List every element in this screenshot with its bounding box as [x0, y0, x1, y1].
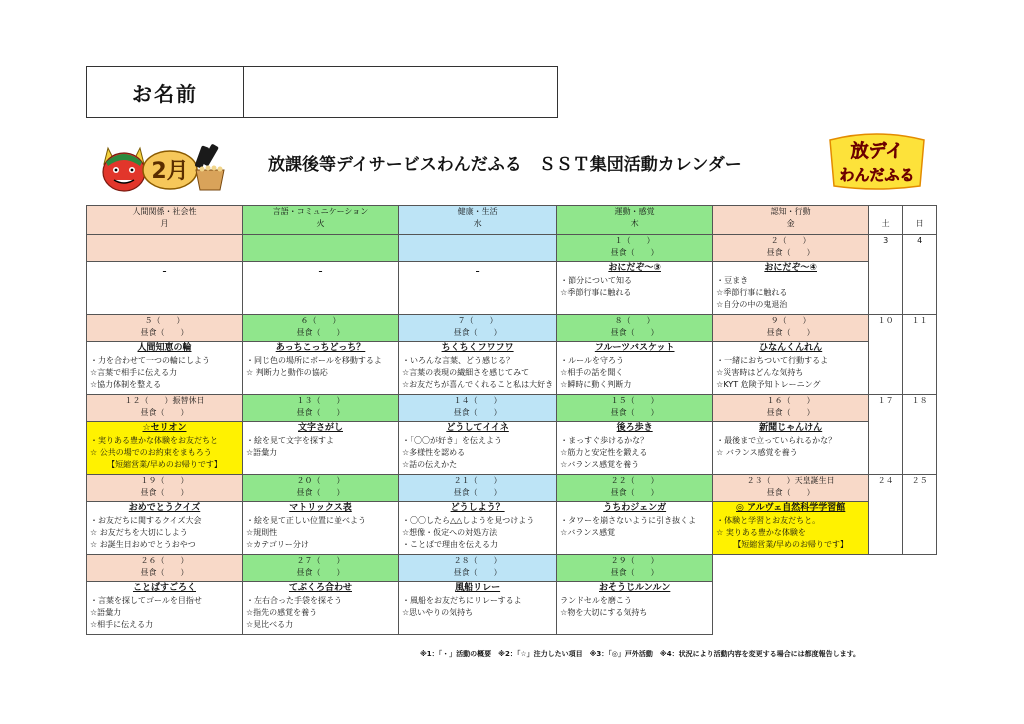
activity-title: ちくちくフワフワ [441, 343, 514, 353]
column-label: 健康・生活 [457, 207, 498, 216]
month-badge-text: 2月 [151, 159, 189, 184]
column-day: 木 [630, 219, 639, 228]
activity-title: ひなんくんれん [759, 343, 823, 353]
activity-line: ・最後まで立っていられるかな？ [716, 436, 837, 445]
column-header [243, 206, 399, 235]
date-label: ２０（ ） [296, 476, 345, 485]
activity-title: 人間知恵の輪 [137, 343, 192, 353]
activity-title: うちわジェンガ [603, 503, 667, 513]
column-header [399, 206, 557, 235]
activity-title: ◎ アルヴェ自然科学学習館 [736, 503, 846, 513]
date-cell [243, 315, 399, 342]
activity-cell [87, 262, 243, 315]
activity-line: ・お友だちに関するクイズ大会 [90, 516, 202, 525]
activity-cell [557, 422, 713, 475]
activity-line: ・いろんな言葉、どう感じる？ [402, 356, 514, 365]
date-cell [243, 475, 399, 502]
masu-icon [196, 166, 224, 191]
activity-line: ・〇〇したら△△しようを見つけよう [402, 516, 535, 525]
activity-line: ・同じ色の場所にボールを移動するよ [246, 356, 382, 365]
activity-cell [87, 502, 243, 555]
column-header [557, 206, 713, 235]
date-cell [713, 395, 869, 422]
header-row [87, 206, 937, 235]
date-label: １９（ ） [140, 476, 189, 485]
column-label [906, 206, 933, 218]
activity-line: ☆語彙力 [90, 608, 122, 617]
date-cell [87, 315, 243, 342]
wandafuru-logo [826, 130, 928, 192]
date-cell [557, 555, 713, 582]
activity-line: ・言葉を探してゴールを目指せ [90, 596, 202, 605]
activity-cell [87, 342, 243, 395]
month-badge [98, 140, 230, 194]
date-cell [87, 235, 243, 262]
date-cell [713, 315, 869, 342]
activity-title: てぶくろ合わせ [288, 583, 352, 593]
date-label: １（ ） [614, 236, 655, 245]
activity-line: ☆ 判断力と動作の協応 [246, 368, 328, 377]
activity-title: マトリックス表 [289, 503, 352, 513]
sunday-cell: １１ [903, 315, 937, 395]
date-cell [557, 315, 713, 342]
lunch-label: 昼食（ ） [453, 568, 502, 577]
date-cell [713, 475, 869, 502]
calendar-table [86, 205, 937, 635]
lunch-label: 昼食（ ） [140, 408, 189, 417]
sunday-cell: 4 [903, 235, 937, 315]
activity-cell [557, 582, 713, 635]
date-label: ９（ ） [770, 316, 811, 325]
activity-row [87, 502, 937, 555]
date-label: １４（ ） [453, 396, 502, 405]
lunch-label: 昼食（ ） [766, 328, 815, 337]
date-row [87, 395, 937, 422]
column-day: 水 [473, 219, 482, 228]
activity-cell [557, 262, 713, 315]
activity-line: ☆災害時はどんな気持ち [716, 368, 804, 377]
sunday-cell: ２５ [903, 475, 937, 555]
column-label [872, 206, 899, 218]
activity-line: ☆協力体制を整える [90, 380, 162, 389]
activity-cell [399, 262, 557, 315]
activity-cell [399, 342, 557, 395]
date-cell [87, 395, 243, 422]
activity-line: ・左右合った手袋を探そう [246, 596, 342, 605]
saturday-cell: ２４ [869, 475, 903, 555]
lunch-label: 昼食（ ） [610, 408, 659, 417]
activity-line: ・実りある豊かな体験をお友だちと [90, 436, 218, 445]
date-label: １３（ ） [296, 396, 345, 405]
column-day: 土 [881, 219, 890, 228]
date-cell [243, 395, 399, 422]
date-label: ２３（ ）天皇誕生日 [746, 476, 835, 485]
activity-line: ☆瞬時に動く判断力 [560, 380, 632, 389]
activity-title: 文字さがし [297, 423, 343, 433]
lunch-label: 昼食（ ） [610, 488, 659, 497]
activity-cell [243, 422, 399, 475]
activity-title: おにだぞ〜④ [764, 263, 817, 273]
column-day: 金 [786, 219, 795, 228]
oni-icon [103, 148, 145, 191]
date-label: ５（ ） [144, 316, 185, 325]
date-cell [399, 475, 557, 502]
lunch-label: 昼食（ ） [296, 488, 345, 497]
date-row [87, 315, 937, 342]
date-cell [557, 395, 713, 422]
column-header [87, 206, 243, 235]
date-cell [557, 475, 713, 502]
activity-cell [243, 262, 399, 315]
date-cell [399, 235, 557, 262]
activity-cell [399, 502, 557, 555]
activity-line: ☆自分の中の鬼退治 [716, 300, 788, 309]
activity-line: ☆多様性を認める [402, 448, 466, 457]
activity-line: ・「〇〇が好き」を伝えよう [402, 436, 502, 445]
column-day: 月 [160, 219, 169, 228]
activity-cell [399, 422, 557, 475]
date-label: ８（ ） [614, 316, 655, 325]
column-label: 認知・行動 [770, 207, 811, 216]
lunch-label: 昼食（ ） [296, 568, 345, 577]
date-label: １６（ ） [766, 396, 815, 405]
lunch-label: 昼食（ ） [610, 568, 659, 577]
date-label: ６（ ） [300, 316, 341, 325]
page-title: 放課後等デイサービスわんだふる ＳＳＴ集団活動カレンダー [268, 155, 742, 175]
date-cell [399, 555, 557, 582]
name-field[interactable] [244, 67, 557, 117]
activity-line: ☆指先の感覚を養う [246, 608, 318, 617]
column-day: 日 [915, 219, 924, 228]
activity-cell [399, 582, 557, 635]
activity-line: ランドセルを磨こう [560, 596, 632, 605]
sunday-cell: １８ [903, 395, 937, 475]
activity-line: ☆季節行事に触れる [560, 288, 632, 297]
lunch-label: 昼食（ ） [453, 408, 502, 417]
date-label: ２７（ ） [296, 556, 345, 565]
activity-row [87, 582, 937, 635]
ehomaki-icon [194, 143, 218, 168]
date-cell [713, 235, 869, 262]
saturday-cell: １０ [869, 315, 903, 395]
activity-cell [557, 342, 713, 395]
activity-cell [713, 582, 869, 635]
column-header [903, 206, 937, 235]
activity-line: 【短縮営業/早めのお帰りです】 [107, 460, 222, 469]
activity-line: ・体験と学習とお友だちと。 [716, 516, 821, 525]
date-label: ２１（ ） [453, 476, 502, 485]
activity-line: ・タワーを崩さないように引き抜くよ [560, 516, 697, 525]
activity-line: ☆想像・仮定への対処方法 [402, 528, 498, 537]
activity-cell [243, 582, 399, 635]
activity-title: ☆セリオン [142, 423, 187, 433]
footnote: ※1：「・」活動の概要 ※2：「☆」注力したい項目 ※3：「◎」戸外活動 ※4：状況により活動内容を変更する場合には都度報告します。 [420, 650, 861, 658]
activity-line: ☆話の伝えかた [402, 460, 458, 469]
activity-line: ☆ バランス感覚を養う [716, 448, 798, 457]
activity-line: ☆ お誕生日おめでとうおやつ [90, 540, 196, 549]
activity-row [87, 342, 937, 395]
activity-line: ・力を合わせて一つの輪にしよう [90, 356, 210, 365]
activity-cell [713, 262, 869, 315]
activity-title: おそうじルンルン [599, 583, 671, 593]
lunch-label: 昼食（ ） [453, 328, 502, 337]
date-cell [399, 395, 557, 422]
activity-line: ☆相手に伝える力 [90, 620, 154, 629]
activity-cell [87, 422, 243, 475]
activity-line: ☆バランス感覚を養う [560, 460, 640, 469]
svg-text:わんだふる: わんだふる [839, 166, 915, 184]
activity-title: 後ろ歩き [616, 423, 653, 433]
activity-line: ☆ 実りある豊かな体験を [716, 528, 806, 537]
activity-row [87, 262, 937, 315]
column-label: 言語・コミュニケーション [272, 207, 369, 216]
activity-title: 新聞じゃんけん [759, 423, 823, 433]
activity-line: 【短縮営業/早めのお帰りです】 [733, 540, 849, 549]
activity-line: ☆思いやりの気持ち [402, 608, 474, 617]
column-header [713, 206, 869, 235]
svg-text:放デイ: 放デイ [850, 141, 904, 162]
activity-line: ☆物を大切にする気持ち [560, 608, 648, 617]
date-cell [557, 235, 713, 262]
activity-line: ・ことばで理由を伝える力 [402, 540, 498, 549]
lunch-label: 昼食（ ） [766, 408, 815, 417]
activity-line: ・ルールを守ろう [560, 356, 625, 365]
activity-cell [87, 582, 243, 635]
activity-title: あっちこっちどっち？ [275, 343, 366, 353]
date-label: ２２（ ） [610, 476, 659, 485]
saturday-cell: 3 [869, 235, 903, 315]
activity-line: ☆ 公共の場でのお約束をまもろう [90, 448, 212, 457]
activity-line: ☆季節行事に触れる [716, 288, 788, 297]
lunch-label: 昼食（ ） [140, 328, 189, 337]
date-cell [243, 235, 399, 262]
activity-title: どうしよう？ [450, 503, 505, 513]
activity-line: ☆語彙力 [246, 448, 278, 457]
lunch-label: 昼食（ ） [296, 408, 345, 417]
activity-cell [243, 502, 399, 555]
column-label: 人間関係・社会性 [132, 207, 197, 216]
lunch-label: 昼食（ ） [610, 328, 659, 337]
date-label: ２８（ ） [453, 556, 502, 565]
date-row [87, 475, 937, 502]
activity-line: ・節分について知る [560, 276, 633, 285]
activity-line: ・一緒におちついて行動するよ [716, 356, 829, 365]
activity-line: ・風船をお友だちにリレーするよ [402, 596, 522, 605]
date-cell [399, 315, 557, 342]
activity-row [87, 422, 937, 475]
name-label: お名前 [87, 67, 244, 117]
activity-cell [243, 342, 399, 395]
activity-title: どうしてイイネ [446, 423, 509, 433]
activity-line: ☆相手の話を聞く [560, 368, 624, 377]
activity-title: ことばすごろく [132, 583, 196, 593]
activity-line: ☆カテゴリー分け [246, 540, 309, 549]
activity-line: ☆お友だちが喜んでくれること私は大好き [402, 380, 554, 389]
activity-cell [557, 502, 713, 555]
activity-line: ☆規則性 [246, 528, 278, 537]
date-row [87, 235, 937, 262]
activity-line: ・絵を見て文字を探すよ [246, 436, 334, 445]
empty-weekend [869, 555, 937, 635]
name-box [86, 66, 558, 118]
activity-line: ・豆まき [716, 276, 749, 285]
activity-line: ☆バランス感覚 [560, 528, 616, 537]
activity-title: フルーツバスケット [594, 343, 675, 353]
lunch-label: 昼食（ ） [296, 328, 345, 337]
activity-title: おめでとうクイズ [128, 503, 201, 513]
column-label: 運動・感覚 [614, 207, 655, 216]
date-label: １２（ ）振替休日 [124, 396, 205, 405]
activity-line: ・まっすぐ歩けるかな？ [560, 436, 649, 445]
date-cell [87, 555, 243, 582]
date-label: ７（ ） [457, 316, 498, 325]
activity-cell [713, 342, 869, 395]
activity-cell [713, 422, 869, 475]
date-cell [713, 555, 869, 582]
activity-title: 風船リレー [455, 583, 501, 593]
saturday-cell: １７ [869, 395, 903, 475]
activity-title: おにだぞ〜③ [608, 263, 661, 273]
lunch-label: 昼食（ ） [140, 488, 189, 497]
date-label: ２９（ ） [610, 556, 659, 565]
activity-line: ☆見比べる力 [246, 620, 294, 629]
date-label: ２６（ ） [140, 556, 189, 565]
activity-cell [713, 502, 869, 555]
date-cell [243, 555, 399, 582]
activity-line: ☆ お友だちを大切にしよう [90, 528, 188, 537]
activity-line: ☆言葉の表現の繊細さを感じてみて [402, 368, 530, 377]
lunch-label: 昼食（ ） [140, 568, 189, 577]
column-day: 火 [316, 219, 325, 228]
activity-line: ☆筋力と安定性を鍛える [560, 448, 648, 457]
activity-line: ☆KYT 危険予知トレーニング [716, 380, 821, 389]
lunch-label: 昼食（ ） [453, 488, 502, 497]
date-cell [87, 475, 243, 502]
activity-line: ☆言葉で相手に伝える力 [90, 368, 178, 377]
date-label: １５（ ） [610, 396, 659, 405]
lunch-label: 昼食（ ） [766, 248, 815, 257]
column-header [869, 206, 903, 235]
date-label: ２（ ） [770, 236, 811, 245]
date-row [87, 555, 937, 582]
lunch-label: 昼食（ ） [766, 488, 815, 497]
activity-line: ・絵を見て正しい位置に並べよう [246, 516, 366, 525]
lunch-label: 昼食（ ） [610, 248, 659, 257]
